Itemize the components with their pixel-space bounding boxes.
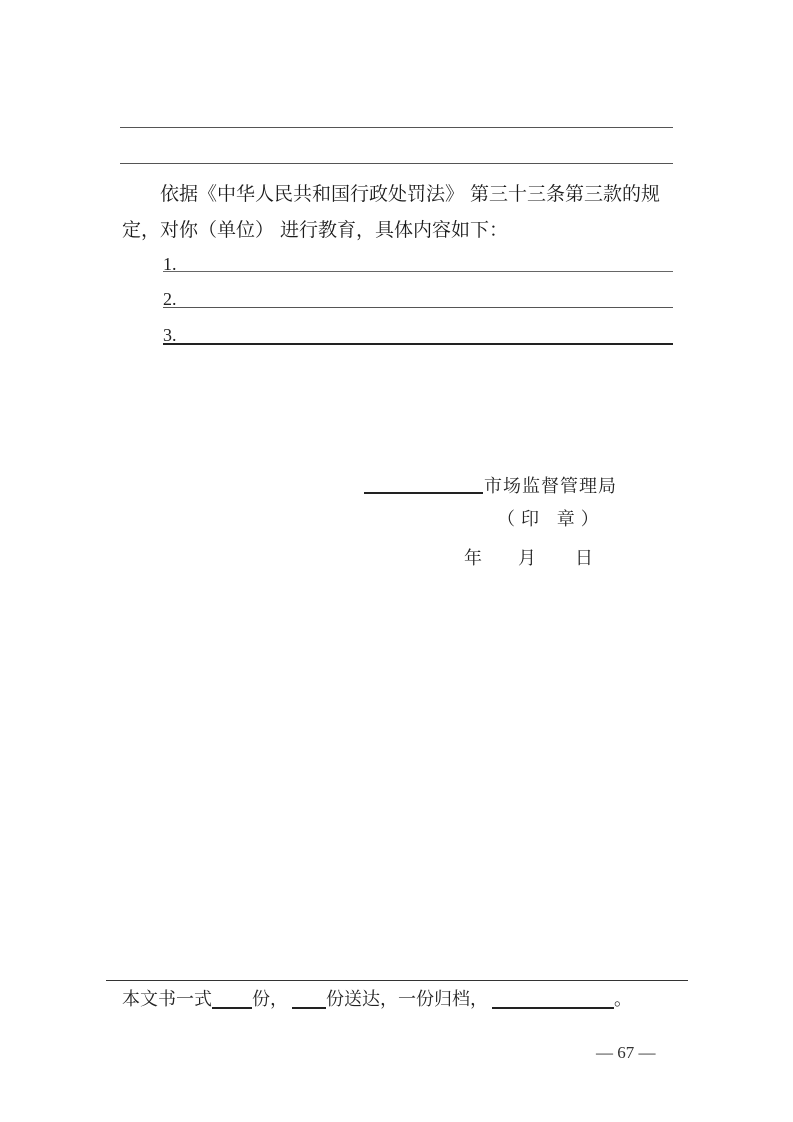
item-1-line xyxy=(163,271,673,272)
agency-name-blank xyxy=(364,492,483,494)
seal-label: （印 章） xyxy=(497,509,605,530)
date-month: 月 xyxy=(518,548,536,569)
list-item-3: 3. xyxy=(163,325,177,345)
footer-text-4: 。 xyxy=(614,989,632,1010)
footer-rule xyxy=(106,980,688,981)
copies-count-blank xyxy=(212,989,252,1009)
footer-text-3: 份送达，一份归档， xyxy=(326,989,488,1010)
served-count-blank xyxy=(292,989,326,1009)
list-item-2: 2. xyxy=(163,289,177,309)
item-3-line xyxy=(163,343,673,345)
footer-text-1: 本文书一式 xyxy=(122,989,212,1010)
list-item-1: 1. xyxy=(163,254,177,274)
top-rule-2 xyxy=(120,163,673,164)
footer-text-2: 份， xyxy=(252,989,288,1010)
top-rule-1 xyxy=(120,127,673,128)
date-day: 日 xyxy=(575,548,593,569)
footer-note xyxy=(122,985,632,1011)
agency-name: 市场监督管理局 xyxy=(484,476,617,497)
body-paragraph: 依据《中华人民共和国行政处罚法》 第三十三条第三款的规定，对你（单位） 进行教育，具体内容如下： xyxy=(122,183,661,241)
date-year: 年 xyxy=(464,548,482,569)
item-2-line xyxy=(163,307,673,308)
page-number: — 67 — xyxy=(596,1043,656,1062)
archive-blank xyxy=(492,989,614,1009)
